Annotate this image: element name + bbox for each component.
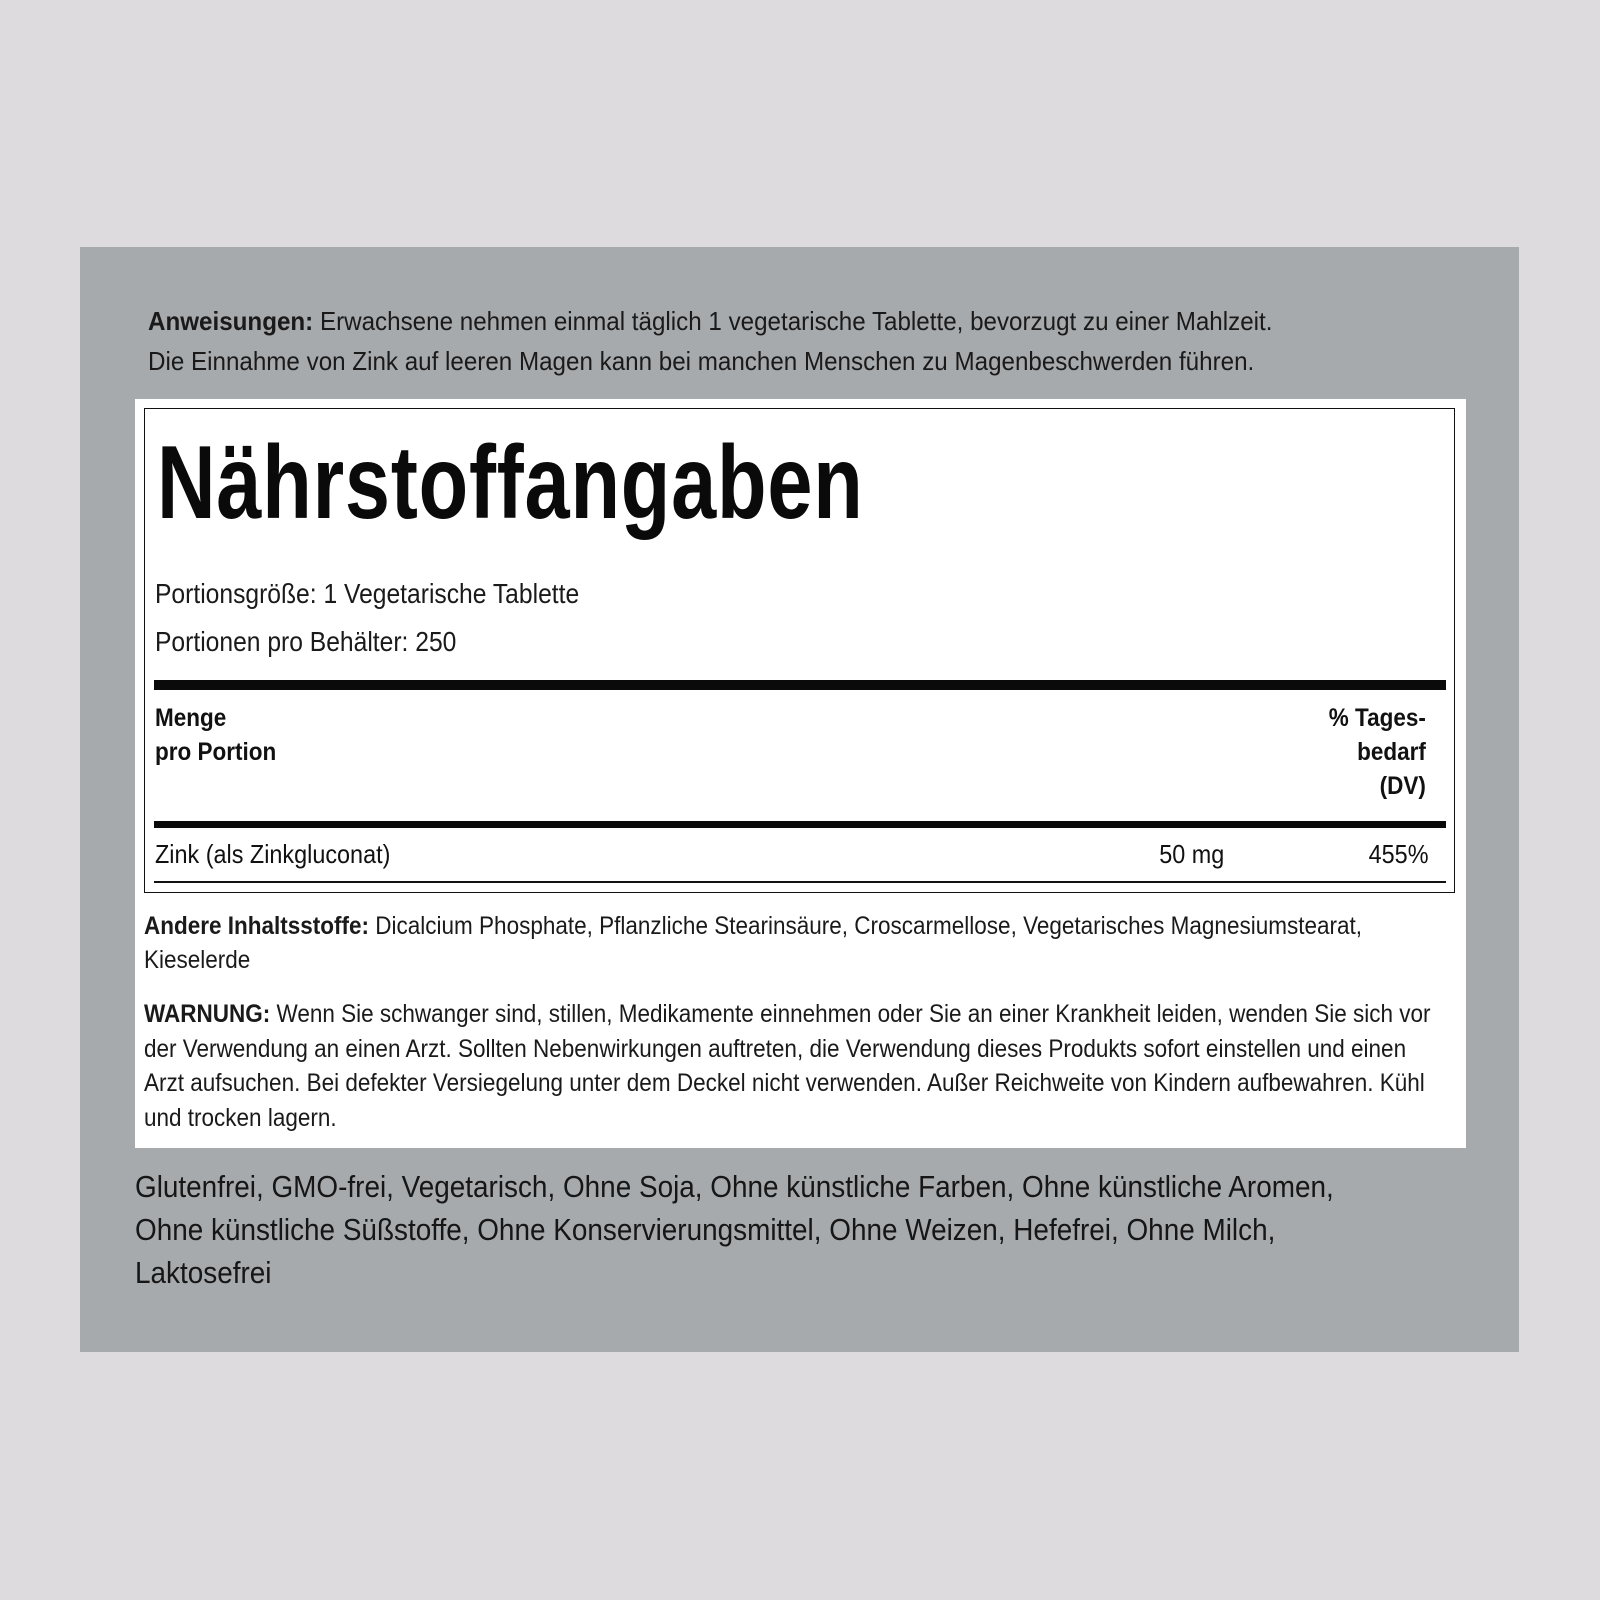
supplement-label-panel (80, 247, 1519, 1352)
facts-title: Nährstoffangaben (157, 425, 864, 541)
free-from-claims (135, 1165, 1449, 1294)
nutrition-facts-box (144, 408, 1455, 893)
free-from-line-2: Ohne künstliche Süßstoffe, Ohne Konservierungsmittel, Ohne Weizen, Hefefrei, Ohne Milch, (135, 1212, 1276, 1247)
other-ingredients-label: Andere Inhaltsstoffe: (144, 912, 370, 940)
thin-divider-bottom (154, 881, 1446, 883)
other-ingredients (144, 909, 1440, 977)
header-amount-per-serving (155, 701, 276, 769)
nutrient-row (145, 834, 1456, 874)
other-ingredients-text: Dicalcium Phosphate, Pflanzliche Stearinsäure, Croscarmellose, Vegetarisches Magnesiumstearat, Kieselerde (144, 912, 1363, 974)
thick-divider-top (154, 680, 1446, 690)
directions-text (148, 301, 1394, 381)
directions-line-1 (148, 301, 1394, 341)
nutrient-name: Zink (als Zinkgluconat) (155, 839, 391, 869)
warning-body: Wenn Sie schwanger sind, stillen, Medikamente einnehmen oder Sie an einer Krankheit leiden, wenden Sie sich vor der Verwendung an einen Arzt. Sollten Nebenwirkungen auftreten, die Verwendung dieses Produkts sofort einstellen und einen Arzt aufsuchen. Bei defekter Versiegelung unter dem Deckel nicht verwenden. Außer Reichweite von Kindern aufbewahren. Kühl und trocken lagern. (144, 1000, 1431, 1132)
header-amount-line-2: pro Portion (155, 738, 277, 766)
warning-text (144, 997, 1440, 1135)
warning-label: WARNUNG: (144, 1000, 271, 1028)
directions-label: Anweisungen: (148, 306, 314, 336)
label-white-box (135, 399, 1466, 1148)
nutrient-daily-value: 455% (1368, 839, 1428, 869)
free-from-line-1: Glutenfrei, GMO-frei, Vegetarisch, Ohne Soja, Ohne künstliche Farben, Ohne künstliche Aromen, (135, 1169, 1334, 1204)
serving-size: Portionsgröße: 1 Vegetarische Tablette (155, 578, 580, 609)
header-dv-line-3: (DV) (1379, 772, 1426, 800)
directions-line-2: Die Einnahme von Zink auf leeren Magen kann bei manchen Menschen zu Magenbeschwerden führen. (148, 346, 1255, 376)
servings-per-container: Portionen pro Behälter: 250 (155, 626, 457, 657)
directions-line-1-text: Erwachsene nehmen einmal täglich 1 vegetarische Tablette, bevorzugt zu einer Mahlzeit. (319, 306, 1273, 336)
header-amount-line-1: Menge (155, 704, 227, 732)
header-daily-value (1329, 701, 1426, 803)
free-from-line-3: Laktosefrei (135, 1255, 272, 1290)
header-dv-line-1: % Tages- (1328, 704, 1426, 732)
thick-divider-middle (154, 821, 1446, 828)
nutrient-amount: 50 mg (1158, 839, 1224, 869)
header-dv-line-2: bedarf (1357, 738, 1426, 766)
